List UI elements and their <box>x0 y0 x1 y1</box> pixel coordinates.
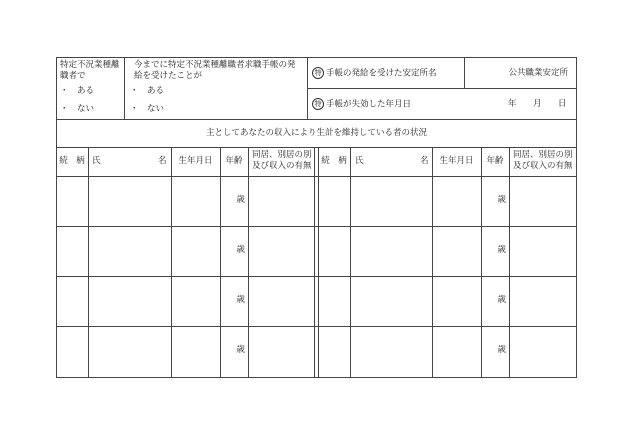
row-line-3 <box>56 326 577 327</box>
section-title: 主としてあなたの収入により生計を維持している者の状況 <box>205 128 427 138</box>
col-line-1 <box>88 147 89 378</box>
expiry-label-text: 手帳が失効した年月日 <box>326 99 412 110</box>
issue-office-value[interactable]: 公共職業安定所 <box>508 68 568 78</box>
expiry-day[interactable]: 日 <box>558 99 567 109</box>
top-section-bottom-line <box>56 119 577 120</box>
age-unit: 歳 <box>236 295 245 305</box>
issue-office-label-text: 手帳の発給を受けた安定所名 <box>326 68 437 79</box>
q2-line2: 給を受けたことが <box>134 71 203 81</box>
col-line-5 <box>314 147 315 378</box>
top-divider-1 <box>124 57 125 119</box>
age-unit: 歳 <box>497 245 506 255</box>
q1-option-no[interactable]: ・ ない <box>60 104 95 114</box>
col-line-4 <box>248 147 249 378</box>
row-line-2 <box>56 276 577 277</box>
col-line-3 <box>220 147 221 378</box>
header-status-line1: 同居、別居の別 <box>252 150 312 160</box>
q1-line1: 特定不況業種離 <box>60 60 120 70</box>
header-status-line2: 及び収入の有無 <box>252 161 312 171</box>
q2-line1: 今までに特定不況業種離職者求職手帳の発 <box>134 60 296 70</box>
header-name-shi: 氏 <box>355 156 364 166</box>
header-name-shi: 氏 <box>92 156 101 166</box>
age-unit: 歳 <box>236 195 245 205</box>
top-border <box>56 57 577 58</box>
age-unit: 歳 <box>497 195 506 205</box>
q2-option-yes[interactable]: ・ ある <box>130 86 165 96</box>
col-line-2 <box>171 147 172 378</box>
age-unit: 歳 <box>497 295 506 305</box>
expiry-label <box>312 98 411 111</box>
header-name-mei: 名 <box>420 156 429 166</box>
expiry-month[interactable]: 月 <box>533 99 542 109</box>
col-line-5b <box>318 147 319 378</box>
header-birthdate: 生年月日 <box>178 156 213 166</box>
col-line-7 <box>432 147 433 378</box>
top-divider-2 <box>307 57 308 119</box>
header-bottom-line <box>56 176 577 177</box>
section-title-bottom-line <box>56 147 577 148</box>
q1-line2: 職者で <box>60 71 86 81</box>
col-line-6 <box>350 147 351 378</box>
header-status-line1: 同居、別居の別 <box>513 150 573 160</box>
expiry-year[interactable]: 年 <box>508 99 517 109</box>
issue-office-label <box>312 67 437 80</box>
row-line-1 <box>56 226 577 227</box>
header-relationship: 続 柄 <box>59 156 85 166</box>
age-unit: 歳 <box>497 345 506 355</box>
header-status-line2: 及び収入の有無 <box>513 161 573 171</box>
header-name-mei: 名 <box>158 156 167 166</box>
age-unit: 歳 <box>236 245 245 255</box>
header-birthdate: 生年月日 <box>439 156 474 166</box>
header-age: 年齢 <box>486 156 504 166</box>
col-line-8 <box>481 147 482 378</box>
age-unit: 歳 <box>236 345 245 355</box>
bottom-border <box>56 377 577 378</box>
right-border <box>576 57 577 378</box>
header-age: 年齢 <box>225 156 243 166</box>
circled-toku-icon: 特 <box>312 98 324 110</box>
q2-option-no[interactable]: ・ ない <box>130 104 165 114</box>
circled-toku-icon: 特 <box>312 67 324 79</box>
left-border <box>56 57 57 378</box>
right-mid-line <box>307 88 577 89</box>
header-relationship: 続 柄 <box>321 156 347 166</box>
q1-option-yes[interactable]: ・ ある <box>60 86 95 96</box>
col-line-9 <box>509 147 510 378</box>
